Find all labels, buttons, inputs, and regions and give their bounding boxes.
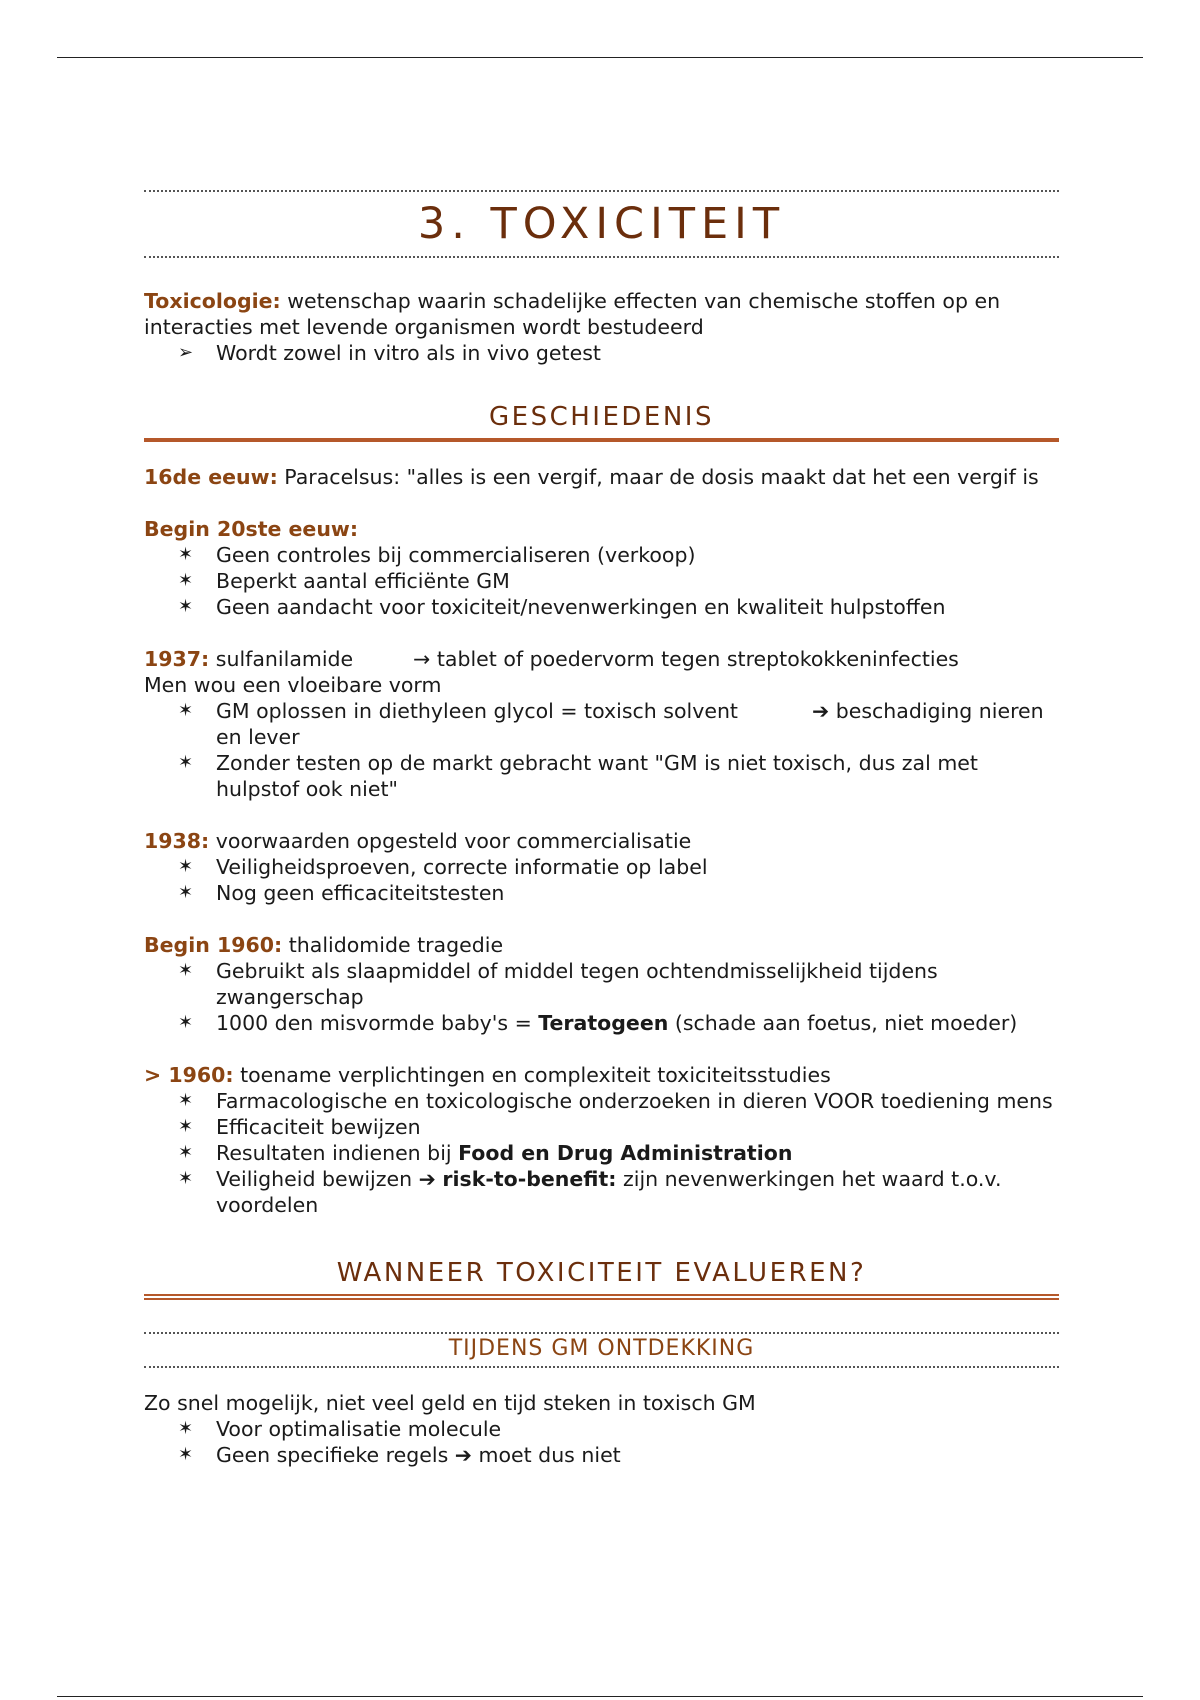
intro-text: wetenschap waarin schadelijke effecten van chemische stoffen op en interacties met levende organismen wordt bestudeerd — [144, 289, 1001, 339]
footer-rule — [57, 1696, 1143, 1697]
star-bullet-icon: ✶ — [178, 1090, 194, 1111]
history-1938: 1938: voorwaarden opgesteld voor commercialisatie ✶ Veiligheidsproeven, correcte informatie op label ✶ Nog geen efficaciteitstesten — [144, 828, 1059, 906]
star-bullet-icon: ✶ — [178, 882, 194, 903]
intro-term: Toxicologie: — [144, 289, 281, 313]
intro-paragraph — [144, 288, 1059, 340]
discovery-text: Zo snel mogelijk, niet veel geld en tijd steken in toxisch GM — [144, 1391, 756, 1415]
list-item: ✶ Farmacologische en toxicologische onderzoeken in dieren VOOR toediening mens — [178, 1089, 1053, 1113]
title-box — [144, 190, 1059, 258]
history-1960: Begin 1960: thalidomide tragedie ✶ Gebruikt als slaapmiddel of middel tegen ochtendmisselijkheid tijdens zwangerschap ✶ 1000 den misvormde baby's = Teratogeen (schade aan foetus, niet moeder) — [144, 932, 1059, 1036]
list-item: ✶ GM oplossen in diethyleen glycol = toxisch solvent ➔ beschadiging nieren en lever — [178, 699, 1044, 749]
list-item: ✶ Veiligheid bewijzen ➔ risk-to-benefit: zijn nevenwerkingen het waard t.o.v. voordelen — [178, 1167, 1002, 1217]
star-bullet-icon: ✶ — [178, 570, 194, 591]
page-title: 3. TOXICITEIT — [417, 199, 786, 249]
star-bullet-icon: ✶ — [178, 856, 194, 877]
star-bullet-icon: ✶ — [178, 752, 194, 773]
document-body — [144, 190, 1059, 1468]
history-post-1960: > 1960: toename verplichtingen en complexiteit toxiciteitsstudies ✶ Farmacologische en toxicologische onderzoeken in dieren VOOR toediening mens ✶ Efficaciteit bewijzen ✶ Resultaten indienen bij Food en Drug Administration ✶ Veiligheid bewijzen ➔ risk-to-benefit: zijn nevenwerkingen het waard t.o.v. voordelen — [144, 1062, 1059, 1218]
list-item: ✶ Beperkt aantal efficiënte GM — [178, 569, 510, 593]
arrow-icon: ➔ — [454, 1443, 472, 1467]
section-heading-when: WANNEER TOXICITEIT EVALUEREN? — [336, 1258, 867, 1288]
list-item: ✶ Nog geen efficaciteitstesten — [178, 881, 505, 905]
subsection-box — [144, 1332, 1059, 1368]
list-item: ➢ Wordt zowel in vitro als in vivo getest — [178, 341, 601, 365]
star-bullet-icon: ✶ — [178, 960, 194, 981]
list-item: ✶ Veiligheidsproeven, correcte informatie op label — [178, 855, 708, 879]
star-bullet-icon: ✶ — [178, 1012, 194, 1033]
history-16th-century: 16de eeuw: Paracelsus: "alles is een vergif, maar de dosis maakt dat het een vergif is — [144, 465, 1039, 489]
list-item: ✶ Zonder testen op de markt gebracht want "GM is niet toxisch, dus zal met hulpstof ook niet" — [178, 751, 978, 801]
subsection-heading-discovery: TIJDENS GM ONTDEKKING — [448, 1336, 755, 1361]
list-item: ✶ Geen specifieke regels ➔ moet dus niet — [178, 1443, 621, 1467]
arrowhead-bullet-icon: ➢ — [178, 342, 194, 363]
history-1937: 1937: sulfanilamide → tablet of poedervorm tegen streptokokkeninfecties Men wou een vloeibare vorm ✶ GM oplossen in diethyleen glycol = toxisch solvent ➔ beschadiging nieren en lever ✶ Zonder testen op de markt gebracht want "GM is niet toxisch, dus zal met hulpstof ook niet" — [144, 646, 1059, 802]
intro-list — [144, 340, 1059, 366]
list-item: ✶ Efficaciteit bewijzen — [178, 1115, 421, 1139]
section-heading-history: GESCHIEDENIS — [489, 402, 714, 432]
history-early-20th: Begin 20ste eeuw: ✶ Geen controles bij commercialiseren (verkoop) ✶ Beperkt aantal efficiënte GM ✶ Geen aandacht voor toxiciteit/nevenwerkingen en kwaliteit hulpstoffen — [144, 516, 1059, 620]
list-item: ✶ 1000 den misvormde baby's = Teratogeen (schade aan foetus, niet moeder) — [178, 1011, 1018, 1035]
list-item: ✶ Resultaten indienen bij Food en Drug Administration — [178, 1141, 793, 1165]
star-bullet-icon: ✶ — [178, 596, 194, 617]
list-item: ✶ Geen aandacht voor toxiciteit/nevenwerkingen en kwaliteit hulpstoffen — [178, 595, 946, 619]
star-bullet-icon: ✶ — [178, 1116, 194, 1137]
arrow-icon: ➔ — [811, 699, 830, 723]
list-item: ✶ Gebruikt als slaapmiddel of middel tegen ochtendmisselijkheid tijdens zwangerschap — [178, 959, 938, 1009]
star-bullet-icon: ✶ — [178, 1444, 194, 1465]
discovery-list — [144, 1416, 1059, 1468]
star-bullet-icon: ✶ — [178, 544, 194, 565]
list-item: ✶ Geen controles bij commercialiseren (verkoop) — [178, 543, 696, 567]
star-bullet-icon: ✶ — [178, 1418, 194, 1439]
arrow-icon: ➔ — [418, 1167, 436, 1191]
list-item: ✶ Voor optimalisatie molecule — [178, 1417, 502, 1441]
section-double-rule — [144, 1294, 1059, 1300]
star-bullet-icon: ✶ — [178, 1168, 194, 1189]
header-rule — [57, 57, 1143, 58]
star-bullet-icon: ✶ — [178, 700, 194, 721]
section-rule — [144, 438, 1059, 442]
star-bullet-icon: ✶ — [178, 1142, 194, 1163]
